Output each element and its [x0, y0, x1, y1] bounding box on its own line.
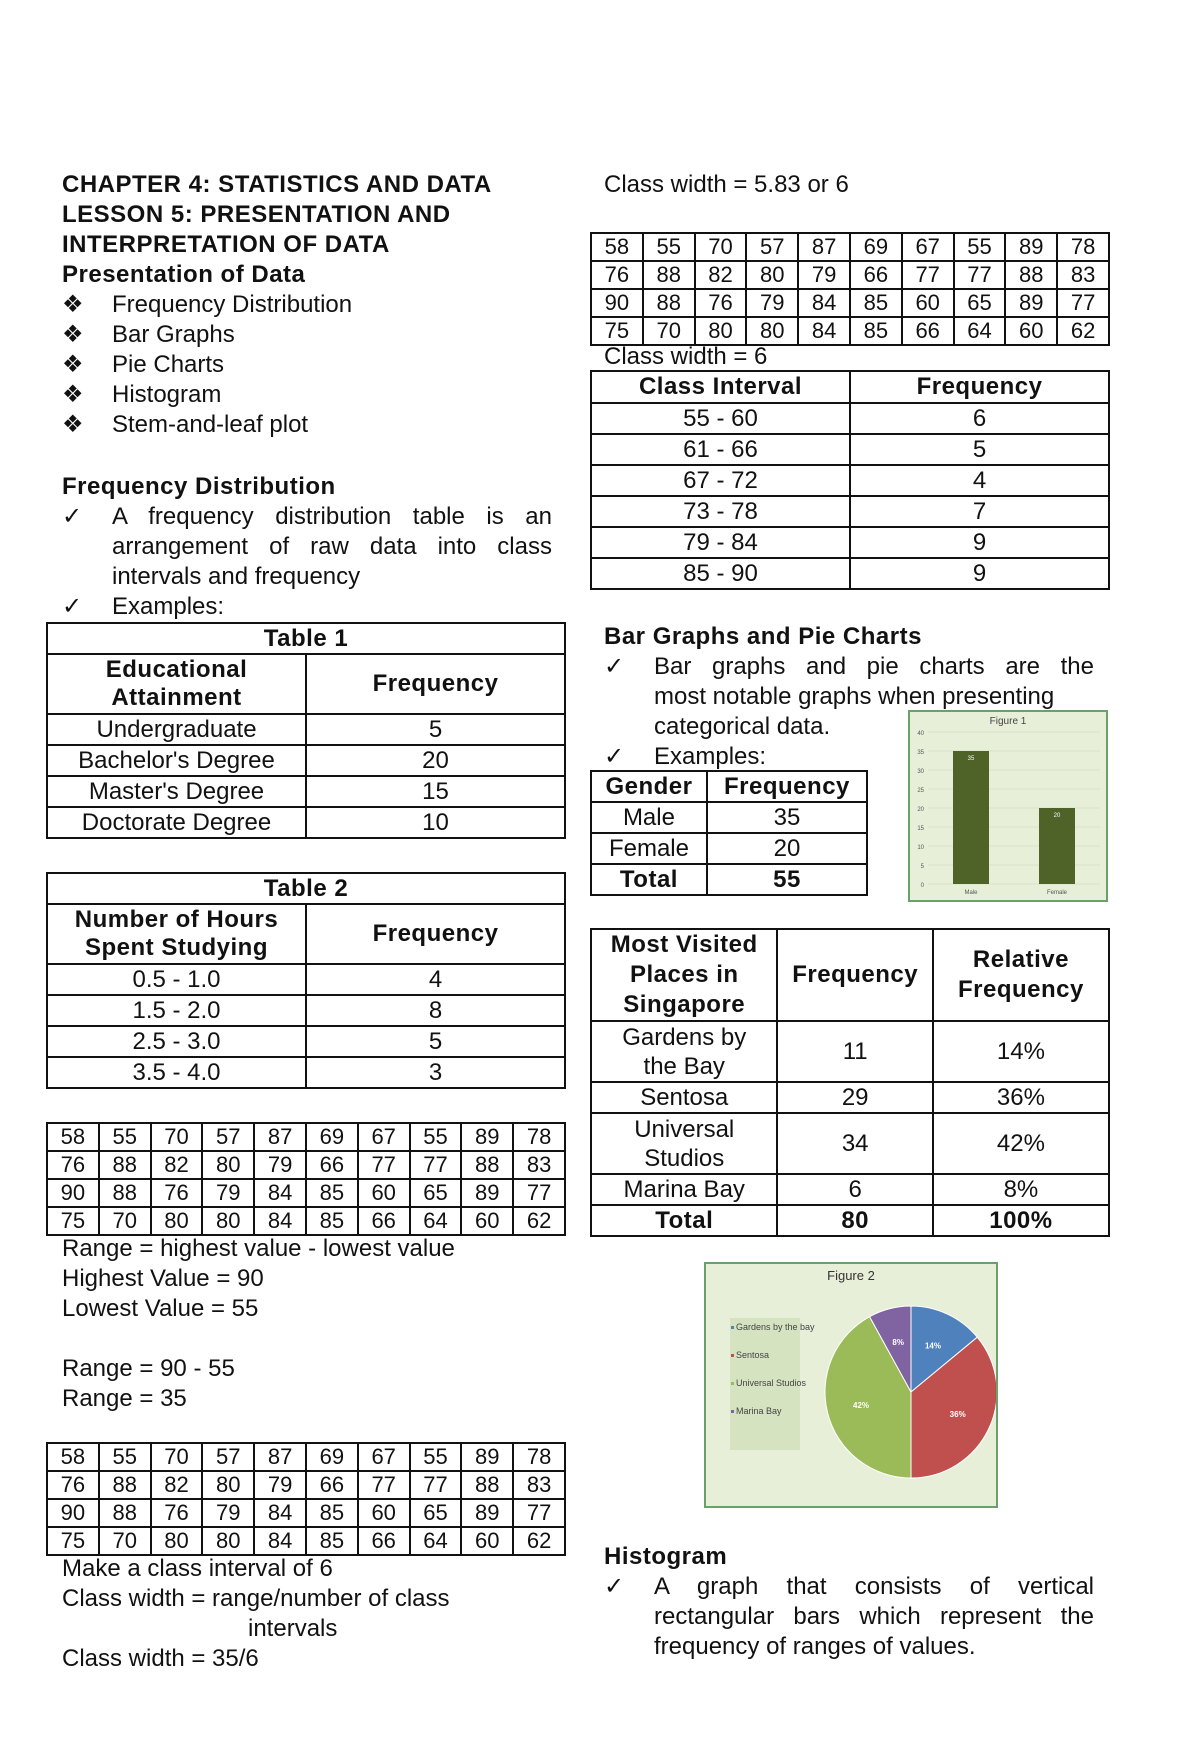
table-row: 85 - 90 9	[591, 558, 1109, 589]
bar-data-label: 20	[1053, 813, 1061, 819]
class-width-value: Class width = 35/6	[62, 1645, 259, 1672]
y-tick-label: 35	[917, 750, 924, 756]
table-row: Undergraduate 5	[47, 714, 565, 745]
table-row: Master's Degree 15	[47, 776, 565, 807]
examples-label: Examples:	[654, 743, 767, 770]
y-tick-label: 5	[920, 864, 924, 870]
table-row: Total 55	[591, 864, 867, 895]
table-2-header-frequency: Frequency	[306, 904, 565, 964]
table-row: 75 70 80 80 84 85 66 64 60 62	[591, 317, 1109, 345]
y-tick-label: 25	[917, 788, 924, 794]
examples-label: Examples:	[112, 593, 225, 620]
list-item: ❖ Histogram	[62, 381, 222, 408]
x-tick-label: Female	[1046, 890, 1068, 896]
table-row: Bachelor's Degree 20	[47, 745, 565, 776]
chart-title: Figure 2	[827, 1268, 875, 1283]
legend-swatch	[731, 1410, 734, 1413]
bar-definition-line2: most notable graphs when presenting	[654, 683, 1055, 710]
bar	[1039, 808, 1075, 884]
table-row: 55 - 60 6	[591, 403, 1109, 434]
y-tick-label: 15	[917, 826, 924, 832]
range-result: Range = 35	[62, 1385, 187, 1412]
table-row: Doctorate Degree 10	[47, 807, 565, 838]
frequency-distribution-heading: Frequency Distribution	[62, 473, 336, 500]
table-row: 75 70 80 80 84 85 66 64 60 62	[47, 1527, 565, 1555]
table-row: Total 80 100%	[591, 1205, 1109, 1236]
list-item: ❖ Stem-and-leaf plot	[62, 411, 309, 438]
table-2-header-hours: Number of Hours Spent Studying	[47, 904, 306, 964]
table-row: 79 - 84 9	[591, 527, 1109, 558]
frequency-header: Frequency	[707, 771, 867, 802]
class-interval-table	[590, 370, 1110, 590]
table-row: 2.5 - 3.0 5	[47, 1026, 565, 1057]
relative-frequency-header: Relative Frequency	[933, 929, 1109, 1021]
table-row: 76 88 82 80 79 66 77 77 88 83	[47, 1151, 565, 1179]
fd-definition-line1: A frequency distribution table is an	[112, 503, 552, 530]
class-interval-instruction: Make a class interval of 6	[62, 1555, 333, 1582]
check-icon: ✓	[604, 1573, 625, 1600]
table-row: Female 20	[591, 833, 867, 864]
bar-chart-svg	[910, 712, 1106, 900]
bar-definition-line3: categorical data.	[654, 713, 831, 740]
legend-label: Sentosa	[736, 1350, 770, 1360]
pie-data-label: 14%	[924, 1341, 941, 1351]
diamond-bullet-icon: ❖	[62, 291, 84, 318]
class-width-decimal: Class width = 5.83 or 6	[604, 171, 849, 198]
legend-swatch	[731, 1326, 734, 1329]
table-row: 61 - 66 5	[591, 434, 1109, 465]
figure-1-bar-chart	[908, 710, 1108, 902]
diamond-bullet-icon: ❖	[62, 411, 84, 438]
y-tick-label: 0	[920, 883, 924, 889]
legend-label: Marina Bay	[736, 1406, 782, 1416]
y-tick-label: 20	[917, 807, 924, 813]
table-row: 58 55 70 57 87 69 67 55 89 78	[47, 1123, 565, 1151]
table-row: 58 55 70 57 87 69 67 55 89 78	[591, 233, 1109, 261]
fd-definition-line2: arrangement of raw data into class	[112, 533, 552, 560]
check-icon: ✓	[62, 593, 83, 620]
class-width-formula-cont: intervals	[248, 1615, 338, 1642]
fd-definition-line3: intervals and frequency	[112, 563, 361, 590]
diamond-bullet-icon: ❖	[62, 321, 84, 348]
histogram-heading: Histogram	[604, 1543, 728, 1570]
places-table	[590, 928, 1110, 1237]
chart-title: Figure 1	[989, 716, 1027, 727]
y-tick-label: 10	[917, 845, 924, 851]
list-item: ❖ Frequency Distribution	[62, 291, 353, 318]
raw-data-grid	[590, 232, 1110, 346]
raw-data-grid	[46, 1442, 566, 1556]
table-row: 76 88 82 80 79 66 77 77 88 83	[47, 1471, 565, 1499]
table-row: 3.5 - 4.0 3	[47, 1057, 565, 1088]
diamond-bullet-icon: ❖	[62, 381, 84, 408]
bar	[953, 751, 989, 884]
highest-value: Highest Value = 90	[62, 1265, 264, 1292]
bar-definition-line1: Bar graphs and pie charts are the	[654, 653, 1094, 680]
y-tick-label: 40	[917, 731, 924, 737]
table-1-header-attainment: Educational Attainment	[47, 654, 306, 714]
y-tick-label: 30	[917, 769, 924, 775]
lesson-title-line2: INTERPRETATION OF DATA	[62, 231, 390, 258]
diamond-bullet-icon: ❖	[62, 351, 84, 378]
table-2-title: Table 2	[47, 873, 565, 904]
table-row: 0.5 - 1.0 4	[47, 964, 565, 995]
x-tick-label: Male	[964, 890, 978, 896]
table-1-header-frequency: Frequency	[306, 654, 565, 714]
presentation-list	[62, 290, 352, 440]
table-row: 90 88 76 79 84 85 60 65 89 77	[47, 1179, 565, 1207]
table-1	[46, 622, 566, 839]
list-item: ❖ Bar Graphs	[62, 321, 235, 348]
table-row: Sentosa 29 36%	[591, 1082, 1109, 1113]
class-width-rounded: Class width = 6	[604, 343, 768, 370]
table-row: 58 55 70 57 87 69 67 55 89 78	[47, 1443, 565, 1471]
pie-chart-svg	[706, 1264, 996, 1506]
table-row: Male 35	[591, 802, 867, 833]
lowest-value: Lowest Value = 55	[62, 1295, 259, 1322]
legend-label: Gardens by the bay	[736, 1322, 815, 1332]
gender-table	[590, 770, 868, 896]
table-row: 73 - 78 7	[591, 496, 1109, 527]
list-item: ❖ Pie Charts	[62, 351, 225, 378]
table-row: 75 70 80 80 84 85 66 64 60 62	[47, 1207, 565, 1235]
table-row: 67 - 72 4	[591, 465, 1109, 496]
pie-data-label: 42%	[853, 1400, 870, 1410]
table-row: 76 88 82 80 79 66 77 77 88 83	[591, 261, 1109, 289]
bar-data-label: 35	[967, 756, 975, 762]
range-calc: Range = 90 - 55	[62, 1355, 235, 1382]
frequency-header: Frequency	[850, 371, 1109, 403]
class-interval-header: Class Interval	[591, 371, 850, 403]
places-header: Most Visited Places in Singapore	[591, 929, 777, 1021]
table-row: 90 88 76 79 84 85 60 65 89 77	[591, 289, 1109, 317]
legend-swatch	[731, 1354, 734, 1357]
check-icon: ✓	[604, 653, 625, 680]
presentation-heading: Presentation of Data	[62, 261, 306, 288]
table-2	[46, 872, 566, 1089]
raw-data-grid	[46, 1122, 566, 1236]
histogram-definition-line3: frequency of ranges of values.	[654, 1633, 976, 1660]
legend-label: Universal Studios	[736, 1378, 807, 1388]
table-row: 1.5 - 2.0 8	[47, 995, 565, 1026]
table-row: Universal Studios 34 42%	[591, 1113, 1109, 1174]
range-formula: Range = highest value - lowest value	[62, 1235, 455, 1262]
lesson-title-line1: LESSON 5: PRESENTATION AND	[62, 201, 451, 228]
histogram-definition-line2: rectangular bars which represent the	[654, 1603, 1094, 1630]
table-row: Gardens by the Bay 11 14%	[591, 1021, 1109, 1082]
pie-data-label: 8%	[892, 1338, 904, 1348]
chapter-title: CHAPTER 4: STATISTICS AND DATA	[62, 171, 492, 198]
table-row: 90 88 76 79 84 85 60 65 89 77	[47, 1499, 565, 1527]
histogram-definition-line1: A graph that consists of vertical	[654, 1573, 1094, 1600]
pie-data-label: 36%	[949, 1409, 966, 1419]
check-icon: ✓	[62, 503, 83, 530]
frequency-header: Frequency	[777, 929, 932, 1021]
gender-header: Gender	[591, 771, 707, 802]
check-icon: ✓	[604, 743, 625, 770]
table-1-title: Table 1	[47, 623, 565, 654]
legend-swatch	[731, 1382, 734, 1385]
figure-2-pie-chart	[704, 1262, 998, 1508]
table-row: Marina Bay 6 8%	[591, 1174, 1109, 1205]
bar-pie-heading: Bar Graphs and Pie Charts	[604, 623, 922, 650]
class-width-formula: Class width = range/number of class	[62, 1585, 450, 1612]
